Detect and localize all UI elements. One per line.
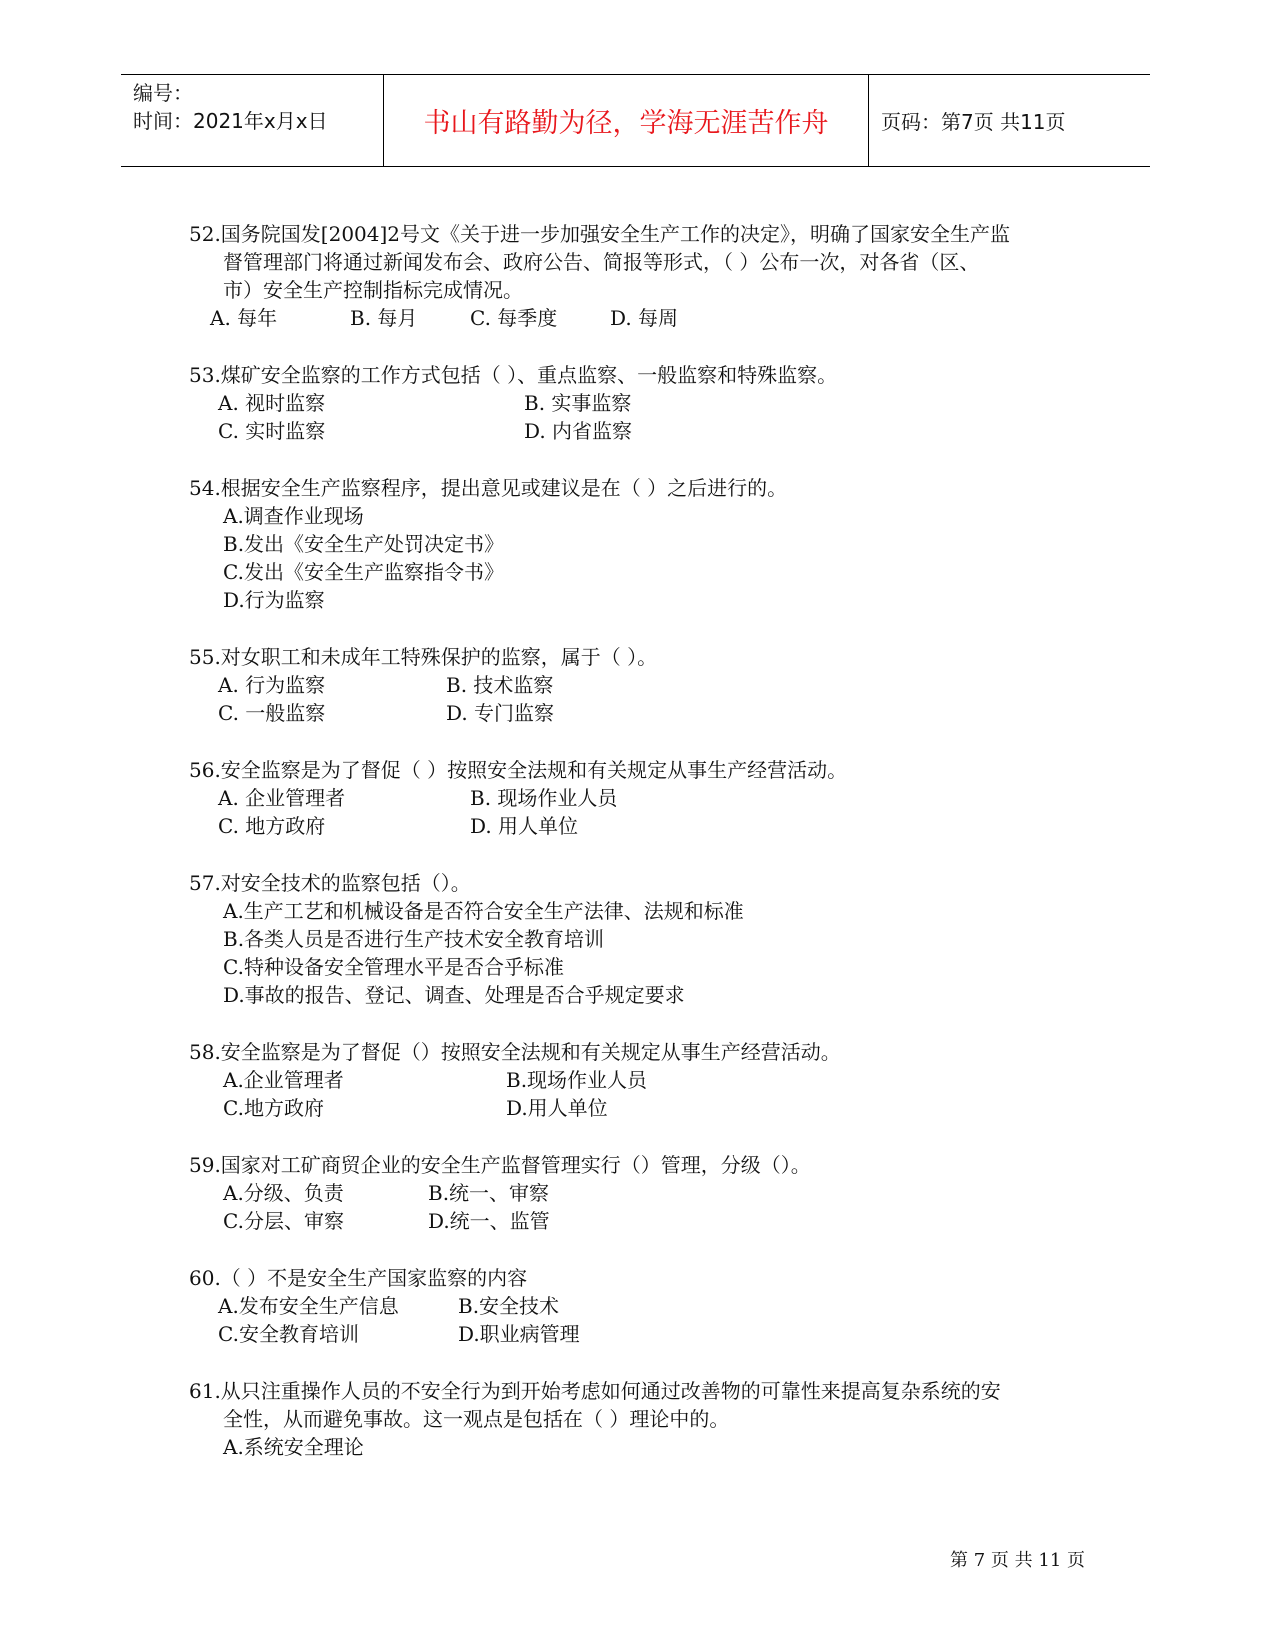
question-59-option-a: A.分级、负责 — [223, 1181, 344, 1205]
question-55-option-b: B. 技术监察 — [446, 673, 554, 697]
question-56-line-1: 56.安全监察是为了督促（ ）按照安全法规和有关规定从事生产经营活动。 — [189, 758, 848, 782]
question-52-option-b: B. 每月 — [350, 306, 418, 330]
question-60-option-a: A.发布安全生产信息 — [218, 1294, 399, 1318]
question-60-option-d: D.职业病管理 — [458, 1322, 580, 1346]
question-55-option-a: A. 行为监察 — [218, 673, 326, 697]
question-59-line-1: 59.国家对工矿商贸企业的安全生产监督管理实行（）管理，分级（）。 — [189, 1153, 811, 1177]
question-55-option-c: C. 一般监察 — [218, 701, 326, 725]
question-53-option-a: A. 视时监察 — [218, 391, 326, 415]
question-52-line-1: 52.国务院国发[2004]2号文《关于进一步加强安全生产工作的决定》，明确了国家安全生产监 — [189, 222, 1011, 246]
motto-text: 书山有路勤为径，学海无涯苦作舟 — [423, 108, 829, 139]
question-58-option-b: B.现场作业人员 — [506, 1068, 648, 1092]
question-60-option-c: C.安全教育培训 — [218, 1322, 359, 1346]
question-53-line-1: 53.煤矿安全监察的工作方式包括（ ）、重点监察、一般监察和特殊监察。 — [189, 363, 838, 387]
question-58-line-1: 58.安全监察是为了督促（）按照安全法规和有关规定从事生产经营活动。 — [189, 1040, 841, 1064]
question-61-line-1: 61.从只注重操作人员的不安全行为到开始考虑如何通过改善物的可靠性来提高复杂系统的安 — [189, 1379, 1001, 1403]
question-56-option-b: B. 现场作业人员 — [470, 786, 618, 810]
question-60-line-1: 60.（ ）不是安全生产国家监察的内容 — [189, 1266, 528, 1290]
question-52-line-2: 督管理部门将通过新闻发布会、政府公告、简报等形式，（ ）公布一次，对各省（区、 — [223, 250, 980, 274]
header-left-cell — [121, 75, 383, 166]
question-59-option-b: B.统一、审察 — [428, 1181, 550, 1205]
question-52-line-3: 市）安全生产控制指标完成情况。 — [223, 278, 523, 302]
serial-number-label: 编号： — [133, 81, 193, 105]
question-60-option-b: B.安全技术 — [458, 1294, 560, 1318]
question-61-line-2: 全性，从而避免事故。这一观点是包括在（ ）理论中的。 — [223, 1407, 730, 1431]
question-58-option-d: D.用人单位 — [506, 1096, 608, 1120]
page-footer: 第 7 页 共 11 页 — [950, 1550, 1085, 1571]
question-54-option-c: C.发出《安全生产监察指令书》 — [223, 560, 504, 584]
header-page-number: 页码：第7页 共11页 — [881, 110, 1066, 134]
question-55-line-1: 55.对女职工和未成年工特殊保护的监察，属于（ ）。 — [189, 645, 658, 669]
question-52-option-c: C. 每季度 — [470, 306, 558, 330]
question-56-option-d: D. 用人单位 — [470, 814, 579, 838]
question-57-option-b: B.各类人员是否进行生产技术安全教育培训 — [223, 927, 605, 951]
question-57-option-a: A.生产工艺和机械设备是否符合安全生产法律、法规和标准 — [223, 899, 744, 923]
question-58-option-c: C.地方政府 — [223, 1096, 324, 1120]
question-61-option-a: A.系统安全理论 — [223, 1435, 364, 1459]
question-54-option-a: A.调查作业现场 — [223, 504, 364, 528]
question-57-line-1: 57.对安全技术的监察包括（）。 — [189, 871, 471, 895]
page-header — [121, 74, 1150, 167]
question-56-option-c: C. 地方政府 — [218, 814, 326, 838]
question-54-line-1: 54.根据安全生产监察程序，提出意见或建议是在（ ）之后进行的。 — [189, 476, 788, 500]
question-57-option-d: D.事故的报告、登记、调查、处理是否合乎规定要求 — [223, 983, 685, 1007]
question-59-option-d: D.统一、监管 — [428, 1209, 550, 1233]
question-59-option-c: C.分层、审察 — [223, 1209, 344, 1233]
question-53-option-d: D. 内省监察 — [524, 419, 633, 443]
header-motto-cell — [383, 75, 869, 166]
question-53-option-b: B. 实事监察 — [524, 391, 632, 415]
question-53-option-c: C. 实时监察 — [218, 419, 326, 443]
time-label: 时间：2021年x月x日 — [133, 109, 328, 133]
question-52-option-d: D. 每周 — [610, 306, 679, 330]
question-54-option-b: B.发出《安全生产处罚决定书》 — [223, 532, 505, 556]
question-58-option-a: A.企业管理者 — [223, 1068, 344, 1092]
header-page-cell — [869, 75, 1150, 166]
question-57-option-c: C.特种设备安全管理水平是否合乎标准 — [223, 955, 564, 979]
question-55-option-d: D. 专门监察 — [446, 701, 555, 725]
question-56-option-a: A. 企业管理者 — [218, 786, 346, 810]
question-54-option-d: D.行为监察 — [223, 588, 325, 612]
question-52-option-a: A. 每年 — [210, 306, 278, 330]
